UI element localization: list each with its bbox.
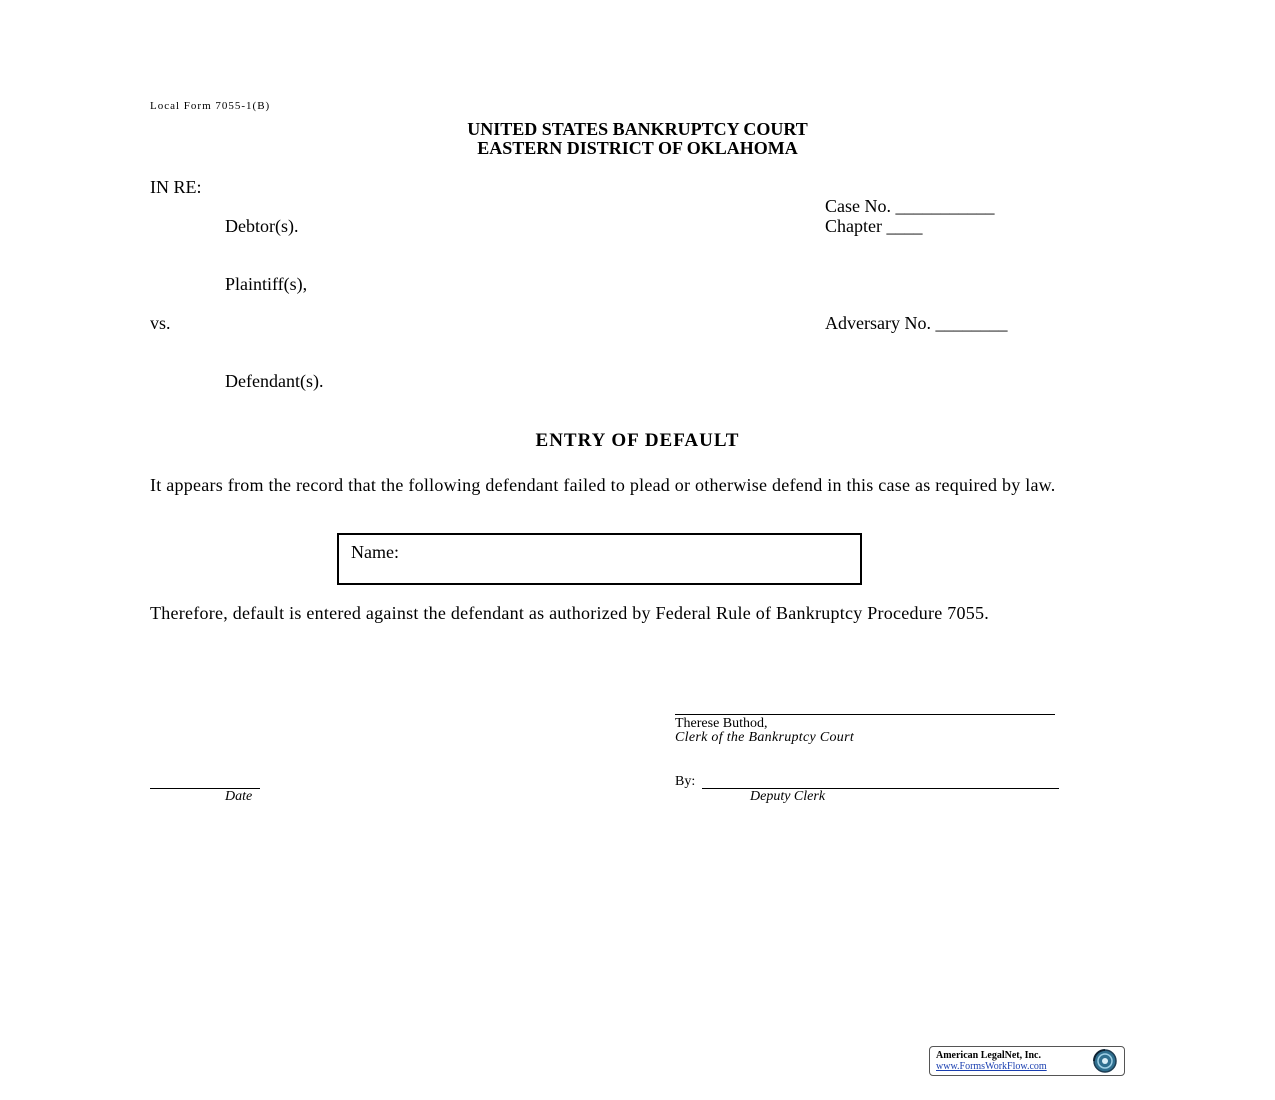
defendant-name-box: [337, 533, 862, 585]
footer-logo: [929, 1046, 1125, 1076]
clerk-name: Therese Buthod,: [675, 716, 768, 731]
case-number-field: Case No. ___________: [825, 196, 995, 216]
logo-company-name: American LegalNet, Inc.: [936, 1050, 1041, 1061]
defendant-label: Defendant(s).: [225, 371, 324, 391]
deputy-clerk-label: Deputy Clerk: [750, 789, 826, 804]
document-title: ENTRY OF DEFAULT: [535, 430, 740, 451]
finding-paragraph: It appears from the record that the following defendant failed to plead or otherwise defend in this case as required by law.: [150, 475, 1056, 495]
plaintiff-label: Plaintiff(s),: [225, 274, 308, 294]
globe-icon: [1088, 1048, 1122, 1074]
court-name: UNITED STATES BANKRUPTCY COURT: [467, 119, 808, 139]
debtor-label: Debtor(s).: [225, 216, 299, 236]
logo-url-link[interactable]: www.FormsWorkFlow.com: [936, 1061, 1047, 1072]
versus-label: vs.: [150, 313, 171, 333]
chapter-field: Chapter ____: [825, 216, 923, 236]
clerk-title: Clerk of the Bankruptcy Court: [675, 730, 855, 745]
default-entered-paragraph: Therefore, default is entered against the defendant as authorized by Federal Rule of Bankruptcy Procedure 7055.: [150, 603, 989, 623]
clerk-signature-line: [675, 714, 1055, 715]
name-label: Name:: [351, 542, 399, 562]
by-label: By:: [675, 774, 696, 789]
adversary-number-field: Adversary No. ________: [825, 313, 1008, 333]
date-label: Date: [225, 789, 253, 804]
in-re-label: IN RE:: [150, 177, 202, 197]
court-district: EASTERN DISTRICT OF OKLAHOMA: [477, 138, 798, 158]
form-number: Local Form 7055-1(B): [150, 100, 271, 112]
